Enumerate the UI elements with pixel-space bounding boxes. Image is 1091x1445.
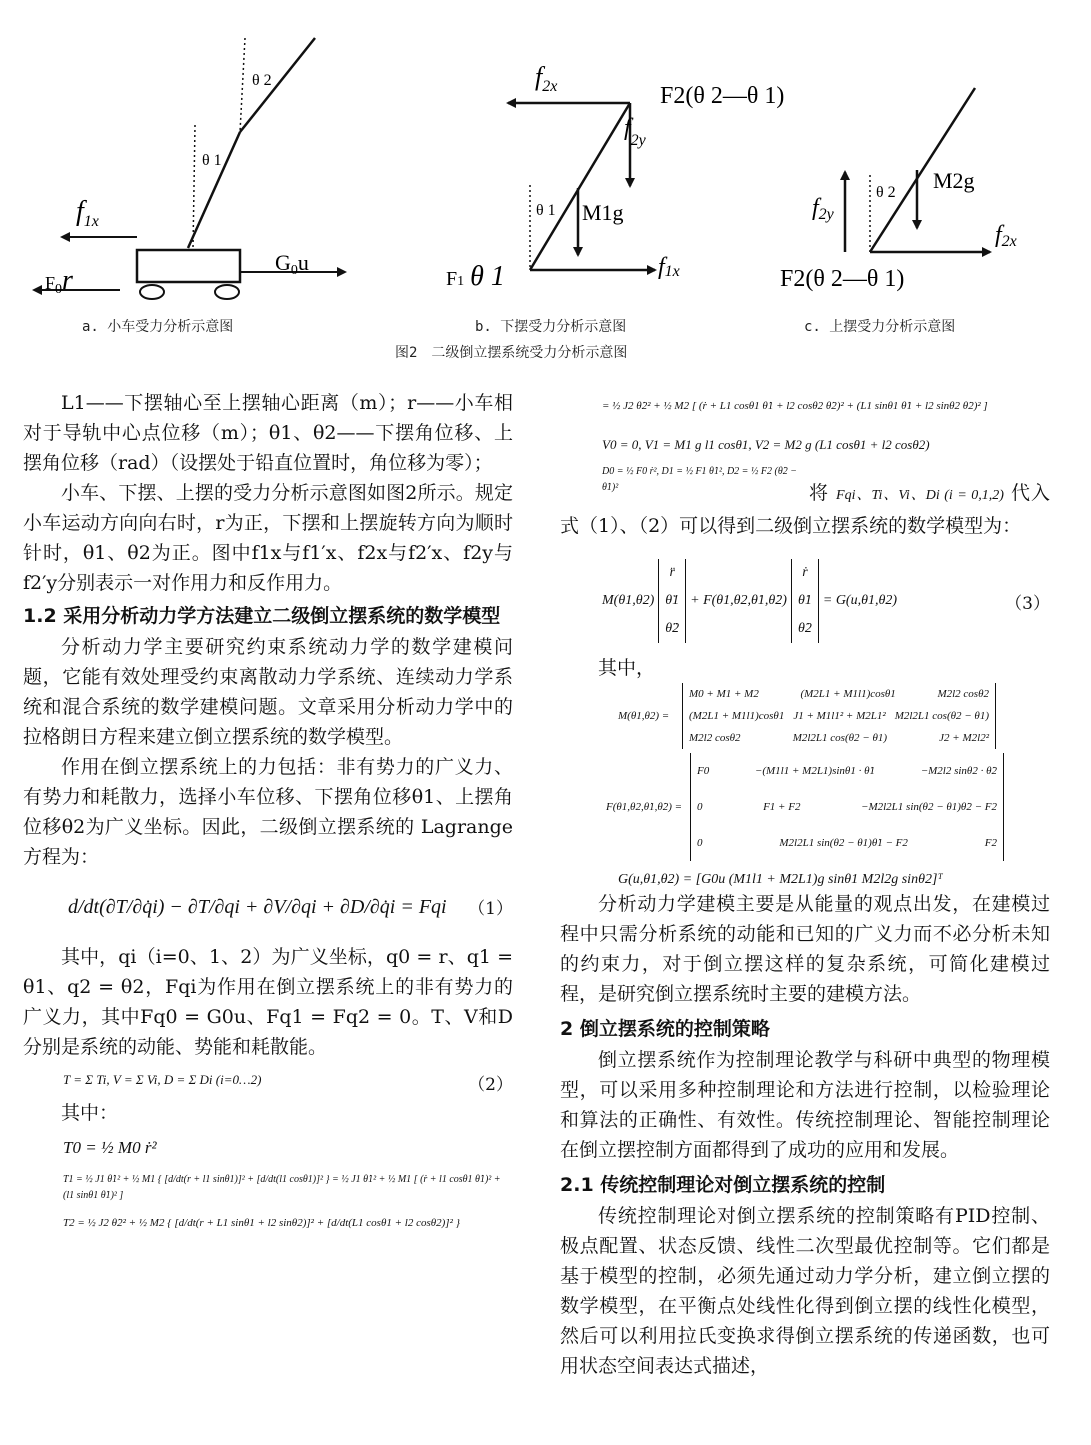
equation-t2: T2 = ½ J2 θ̇2² + ½ M2 { [d/dt(r + L1 sinθ1 + l2 sinθ2)]² + [d/dt(L1 cosθ1 + l2 cosθ2)]² } bbox=[63, 1217, 461, 1229]
matrix-m: M(θ1,θ2) = M0 + M1 + M2 (M2L1 + M1l1)cosθ1 M2l2 cosθ2 (M2L1 + M1l1)cosθ1 J1 + M1l1² + M2L1² M2l2L1 cos(θ2 − θ1) M2l2 cosθ2 M2l2L1 cos(θ2 − θ1) J2 + M2l2² bbox=[560, 683, 1050, 749]
label-theta2-a: θ 2 bbox=[252, 72, 272, 89]
equation-t0: T0 = ½ M0 ṙ² bbox=[63, 1138, 157, 1157]
cart-wheel-right bbox=[215, 285, 239, 299]
paragraph-traditional-control: 传统控制理论对倒立摆系统的控制策略有PID控制、极点配置、状态反馈、线性二次型最优控制等。它们都是基于模型的控制，必须先通过动力学分析，建立倒立摆的数学模型，在平衡点处线性化得到倒立摆的线性化模型，然后可以利用拉氏变换求得倒立摆系统的传递函数，也可用状态空间表达式描述， bbox=[560, 1205, 1050, 1377]
paragraph-figure2: 小车、下摆、上摆的受力分析示意图如图2所示。规定小车运动方向向右时，r为正，下摆和上摆旋转方向为顺时针时，θ1、θ2为正。图中f1x与f1′x、f2x与f2′x、f2y与f2′y分别表示一对作用力和反作用力。 bbox=[23, 482, 513, 594]
equation-t2-cont: = ½ J2 θ̇2² + ½ M2 [ (ṙ + L1 cosθ1 θ̇1 + l2 cosθ2 θ̇2)² + (L1 sinθ1 θ̇1 + l2 sinθ2 θ̇2)² ] bbox=[602, 400, 988, 412]
label-f2x-c: f bbox=[995, 222, 1002, 248]
svg-text:f2y: $f_{2y}$ bbox=[624, 115, 646, 149]
label-theta1-a: θ 1 bbox=[202, 152, 222, 169]
heading-2: 2 倒立摆系统的控制策略 bbox=[560, 1018, 770, 1040]
left-column bbox=[23, 388, 513, 1232]
svg-text:F0r: $F_0r$ bbox=[45, 265, 73, 297]
caption-b: b. 下摆受力分析示意图 bbox=[475, 319, 627, 335]
label-f2expr-c: F2(θ 2—θ 1) bbox=[780, 266, 905, 292]
equation-potential: V0 = 0, V1 = M1 g l1 cosθ1, V2 = M2 g (L1 cosθ1 + l2 cosθ2) bbox=[602, 437, 930, 452]
svg-text:f2y: f2y bbox=[812, 195, 834, 223]
label-f1x-a: f bbox=[76, 196, 84, 227]
label-theta1-b: θ 1 bbox=[536, 202, 556, 219]
paragraph-analytic-dynamics: 分析动力学主要研究约束系统动力学的数学建模问题，它能有效处理受约束离散动力学系统、连续动力学系统和混合系统的数学建模问题。文章采用分析动力学中的拉格朗日方程来建立倒立摆系统的数学模型。 bbox=[23, 636, 513, 748]
svg-text:f2x: $f_{2x}$ bbox=[535, 62, 558, 95]
label-qizhong: 其中： bbox=[61, 1102, 119, 1124]
svg-text:f1x: $f_{1x}$ bbox=[76, 196, 99, 230]
label-f2x-b: f bbox=[535, 62, 543, 91]
lower-pendulum-b bbox=[530, 103, 630, 270]
label-qizhong2: 其中， bbox=[598, 657, 656, 679]
paragraph-symbols: L1——下摆轴心至上摆轴心距离（m）；r——小车相对于导轨中心点位移（m）；θ1、θ2——下摆角位移、上摆角位移（rad）（设摆处于铅直位置时，角位移为零）； bbox=[23, 392, 513, 474]
equation-2-number: （2） bbox=[468, 1075, 513, 1095]
label-f2y-b: f bbox=[624, 115, 631, 141]
cart-wheel-left bbox=[140, 285, 164, 299]
equation-1: d/dt(∂T/∂q̇i) − ∂T/∂qi + ∂V/∂qi + ∂D/∂q̇i = Fqi （1） bbox=[68, 895, 513, 919]
heading-1-2: 1.2 采用分析动力学方法建立二级倒立摆系统的数学模型 bbox=[23, 605, 501, 627]
equation-1-number: （1） bbox=[468, 899, 513, 919]
vertical-dotted-lower bbox=[193, 125, 195, 248]
label-f2y-c: f bbox=[812, 195, 819, 221]
caption-a: a. 小车受力分析示意图 bbox=[82, 319, 234, 335]
svg-text:f1x: f1x bbox=[658, 254, 680, 280]
equation-dissipation: D0 = ½ F0 ṙ², D1 = ½ F1 θ̇1², D2 = ½ F2 (θ̇2 − θ̇1)² bbox=[602, 466, 798, 493]
vector-vel: ṙ θ̇1 θ̇2 bbox=[791, 559, 819, 643]
equation-3-number: （3） bbox=[1005, 594, 1050, 614]
label-m2g: M2g bbox=[933, 168, 975, 193]
paragraph-generalized-coordinates: 其中，qi（i=0、1、2）为广义坐标，q0 = r、q1 = θ1、q2 = θ2，Fqi为作用在倒立摆系统上的非有势力的广义力，其中Fq0 = G0u、Fq1 = Fq2 = 0。T、V和D分别是系统的动能、势能和耗散能。 bbox=[23, 946, 513, 1058]
figure-title: 图2 二级倒立摆系统受力分析示意图 bbox=[395, 345, 628, 361]
label-m1g: M1g bbox=[582, 200, 624, 225]
label-f1x-b: f bbox=[658, 254, 665, 280]
matrix-f: F(θ1,θ2,θ̇1,θ̇2) = F0 −(M1l1 + M2L1)sinθ1 · θ̇1 −M2l2 sinθ2 · θ̇2 0 F1 + F2 −M2l2L1 sin(θ2 − θ1)θ̇2 − F2 0 M2l2L1 sin(θ2 − θ1)θ̇1 − F2 F2 bbox=[560, 753, 1050, 861]
caption-c: c. 上摆受力分析示意图 bbox=[804, 319, 956, 335]
svg-text:G0u: G0u bbox=[275, 250, 309, 278]
vertical-dotted-upper bbox=[240, 38, 245, 132]
lower-pendulum bbox=[188, 132, 240, 248]
equation-2: T = Σ Ti, V = Σ Vi, D = Σ Di (i=0…2) （2） bbox=[63, 1072, 513, 1095]
label-f0-a: F bbox=[45, 273, 56, 293]
right-column bbox=[560, 398, 1050, 1381]
panel-b-lower-pendulum bbox=[446, 62, 784, 292]
label-f2expr-b: F2(θ 2—θ 1) bbox=[660, 83, 785, 109]
paragraph-lagrange-intro: 作用在倒立摆系统上的力包括：非有势力的广义力、有势力和耗散力，选择小车位移、下摆角位移θ1、上摆角位移θ2为广义坐标。因此，二级倒立摆系统的 Lagrange 方程为： bbox=[23, 756, 513, 868]
panel-a-cart bbox=[34, 38, 345, 299]
paragraph-substitute: 将 Fqi、Ti、Vi、Di (i = 0,1,2) 代入式（1）、（2）可以得到二级倒立摆系统的数学模型为： bbox=[560, 482, 1050, 537]
equation-g: G(u,θ1,θ2) = [G0u (M1l1 + M2L1)g sinθ1 M2l2g sinθ2]ᵀ bbox=[618, 872, 943, 887]
equation-3: M(θ1,θ2) r̈ θ̈1 θ̈2 + F(θ1,θ2,θ̇1,θ̇2) ṙ θ̇1 θ̇2 = G(u,θ1,θ2) （3） bbox=[560, 551, 1050, 651]
svg-text:f2x: f2x bbox=[995, 222, 1017, 250]
panel-c-upper-pendulum bbox=[780, 88, 1017, 292]
equation-t1: T1 = ½ J1 θ̇1² + ½ M1 { [d/dt(r + l1 sinθ1)]² + [d/dt(l1 cosθ1)]² } = ½ J1 θ̇1² + ½ M1 [ (ṙ + l1 cosθ1 θ̇1)² + (l1 sinθ1 θ̇1)² ] bbox=[63, 1174, 501, 1201]
force-analysis-figure bbox=[0, 0, 1091, 370]
paragraph-control-strategy: 倒立摆系统作为控制理论教学与科研中典型的物理模型，可以采用多种控制理论和方法进行控制，以检验理论和算法的正确性、有效性。传统控制理论、智能控制理论在倒立摆控制方面都得到了成功的应用和发展。 bbox=[560, 1049, 1050, 1161]
label-f1-b: F bbox=[446, 268, 458, 290]
label-theta2-c: θ 2 bbox=[876, 184, 896, 201]
vector-accel: r̈ θ̈1 θ̈2 bbox=[658, 559, 686, 643]
paragraph-energy-approach: 分析动力学建模主要是从能量的观点出发，在建模过程中只需分析系统的动能和已知的广义力而不必分析未知的约束力，对于倒立摆这样的复杂系统，可简化建模过程，是研究倒立摆系统时主要的建模方法。 bbox=[560, 893, 1050, 1005]
cart-body bbox=[137, 250, 240, 282]
heading-2-1: 2.1 传统控制理论对倒立摆系统的控制 bbox=[560, 1174, 886, 1196]
label-g0u-a: G bbox=[275, 250, 291, 275]
svg-text:F1θ 1: F1 θ 1 bbox=[446, 261, 505, 292]
